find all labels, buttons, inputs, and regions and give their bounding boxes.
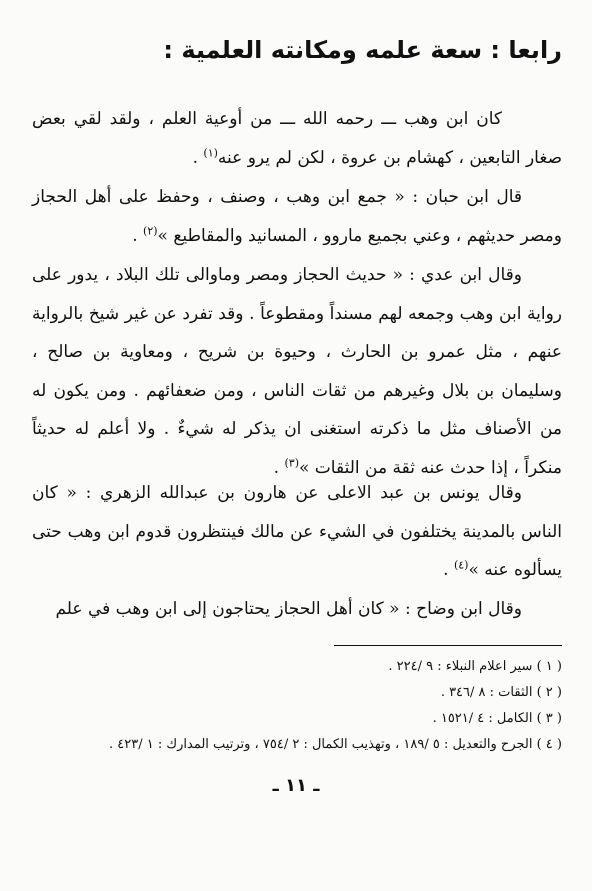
footnote-ref: (٢) xyxy=(143,223,158,237)
footnote-ref: (٣) xyxy=(284,455,299,469)
paragraph-tail: . xyxy=(273,457,285,478)
paragraph-text: قال ابن حبان : « جمع ابن وهب ، وصنف ، وحفظ على أهل الحجاز ومصر حديثهم ، وعني بجميع ماروو ، المسانيد والمقاطيع » xyxy=(32,187,562,246)
paragraph-text: وقال ابن عدي : « حديث الحجاز ومصر وماوالى تلك البلاد ، يدور على رواية ابن وهب وجمعه لهم مسنداً ومقطوعاً . وقد تفرد عن غير شيخ بالرواية عنهم ، مثل عمرو بن الحارث ، وحيوة بن شريح ، ومعاوية بن صالح ، وسليمان بن بلال وغيرهم من ثقات الناس ، ومن ضعفائهم . ومن يكون له من الأصناف مثل ما ذكرته استغنى ان يذكر له شيءٌ . ولا أعلم له حديثاً منكراً ، إذا حدث عنه ثقة من الثقات » xyxy=(32,265,562,478)
paragraph-text: كان ابن وهب ـــ رحمه الله ـــ من أوعية العلم ، ولقد لقي بعض صغار التابعين ، كهشام بن عروة ، لكن لم يرو عنه xyxy=(32,109,562,168)
paragraph-text: وقال ابن وضاح : « كان أهل الحجاز يحتاجون إلى ابن وهب في علم xyxy=(55,599,522,619)
footnote-item: ( ٤ ) الجرح والتعديل : ٥ /١٨٩ ، وتهذيب الكمال : ٢ /٧٥٤ ، وترتيب المدارك : ١ /٤٢٣ . xyxy=(109,737,562,752)
footnote-item: ( ٢ ) الثقات : ٨ /٣٤٦ . xyxy=(440,685,562,700)
paragraph-2 xyxy=(32,178,562,255)
footnote-ref: (٤) xyxy=(453,558,469,572)
paragraph-text: وقال يونس بن عبد الاعلى عن هارون بن عبدالله الزهري : « كان الناس بالمدينة يختلفون في الشيء عن مالك فينتظرون قدوم ابن وهب حتى يسألوه عنه » xyxy=(32,483,562,580)
section-heading: رابعا : سعة علمه ومكانته العلمية : xyxy=(163,36,562,64)
footnote-item: ( ١ ) سير اعلام النبلاء : ٩ /٢٢٤ . xyxy=(388,659,562,674)
page-number: ـ ١١ ـ xyxy=(272,775,320,796)
paragraph-5 xyxy=(32,590,562,629)
footnote-divider xyxy=(334,645,562,646)
footnotes-list xyxy=(22,654,562,758)
footnote-item: ( ٣ ) الكامل : ٤ /١٥٢١ . xyxy=(432,711,562,726)
paragraph-tail: . xyxy=(192,147,204,168)
paragraph-4 xyxy=(32,474,562,590)
paragraph-tail: . xyxy=(443,560,454,580)
paragraph-3 xyxy=(32,256,562,487)
paragraph-tail: . xyxy=(132,225,144,246)
paragraph-1 xyxy=(32,100,562,177)
footnote-ref: (١) xyxy=(203,145,218,159)
